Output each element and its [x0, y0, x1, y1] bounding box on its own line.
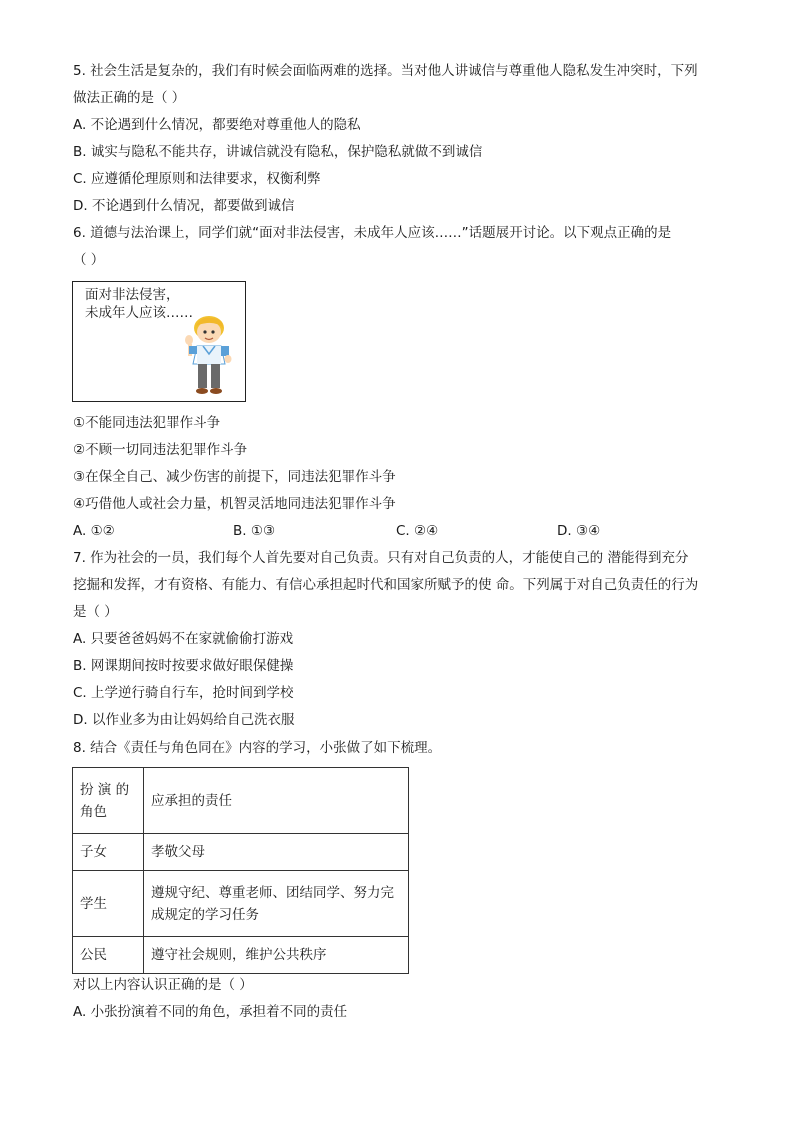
table-row: [73, 871, 409, 937]
table-row: [73, 937, 409, 974]
q6-option-c: C. ②④: [396, 523, 439, 539]
q7-option-c: C. 上学逆行骑自行车，抢时间到学校: [73, 685, 294, 701]
q7-option-d: D. 以作业多为由让妈妈给自己洗衣服: [73, 712, 295, 728]
q8-stem: 8. 结合《责任与角色同在》内容的学习，小张做了如下梳理。: [73, 740, 442, 756]
q5-option-a: A. 不论遇到什么情况，都要绝对尊重他人的隐私: [73, 117, 361, 133]
table-header-responsibility: 应承担的责任: [144, 768, 409, 834]
q7-stem-line2: 挖掘和发挥，才有资格、有能力、有信心承担起时代和国家所赋予的使 命。下列属于对自己负责任的行为: [73, 577, 699, 593]
q6-statement-4: ④巧借他人或社会力量，机智灵活地同违法犯罪作斗争: [73, 496, 396, 512]
q6-option-d: D. ③④: [557, 523, 601, 539]
q6-stem-line2: （ ）: [73, 252, 105, 268]
table-cell-responsibility: 遵守社会规则，维护公共秩序: [144, 937, 409, 974]
q5-option-d: D. 不论遇到什么情况，都要做到诚信: [73, 198, 295, 214]
q7-stem-line1: 7. 作为社会的一员，我们每个人首先要对自己负责。只有对自己负责的人，才能使自己的 潜能得到充分: [73, 550, 689, 566]
q5-stem-line2: 做法正确的是（ ）: [73, 90, 186, 106]
q6-statement-1: ①不能同违法犯罪作斗争: [73, 415, 221, 431]
q5-stem-line1: 5. 社会生活是复杂的，我们有时候会面临两难的选择。当对他人讲诚信与尊重他人隐私发生冲突时，下列: [73, 63, 698, 79]
table-header-role: 扮 演 的角色: [73, 768, 144, 834]
table-cell-responsibility: 孝敬父母: [144, 834, 409, 871]
roles-table: [72, 767, 409, 974]
q6-figure: [72, 281, 246, 402]
figure-text-line2: 未成年人应该……: [85, 305, 193, 321]
table-cell-role: 学生: [73, 871, 144, 937]
q6-stem-line1: 6. 道德与法治课上，同学们就“面对非法侵害，未成年人应该……”话题展开讨论。以下观点正确的是: [73, 225, 672, 241]
table-row: [73, 768, 409, 834]
q7-stem-line3: 是（ ）: [73, 604, 118, 620]
cartoon-boy-illustration: [181, 314, 237, 398]
q8-question: 对以上内容认识正确的是（ ）: [73, 977, 253, 993]
q6-option-a: A. ①②: [73, 523, 115, 539]
table-cell-responsibility: 遵规守纪、尊重老师、团结同学、努力完成规定的学习任务: [144, 871, 409, 937]
q5-option-b: B. 诚实与隐私不能共存，讲诚信就没有隐私，保护隐私就做不到诚信: [73, 144, 483, 160]
q6-option-b: B. ①③: [233, 523, 276, 539]
table-row: [73, 834, 409, 871]
table-cell-role: 子女: [73, 834, 144, 871]
table-cell-role: 公民: [73, 937, 144, 974]
q7-option-a: A. 只要爸爸妈妈不在家就偷偷打游戏: [73, 631, 294, 647]
q6-statement-2: ②不顾一切同违法犯罪作斗争: [73, 442, 248, 458]
q6-statement-3: ③在保全自己、减少伤害的前提下，同违法犯罪作斗争: [73, 469, 396, 485]
q8-option-a: A. 小张扮演着不同的角色，承担着不同的责任: [73, 1004, 348, 1020]
q5-option-c: C. 应遵循伦理原则和法律要求，权衡利弊: [73, 171, 321, 187]
q7-option-b: B. 网课期间按时按要求做好眼保健操: [73, 658, 294, 674]
figure-text-line1: 面对非法侵害，: [85, 287, 180, 303]
